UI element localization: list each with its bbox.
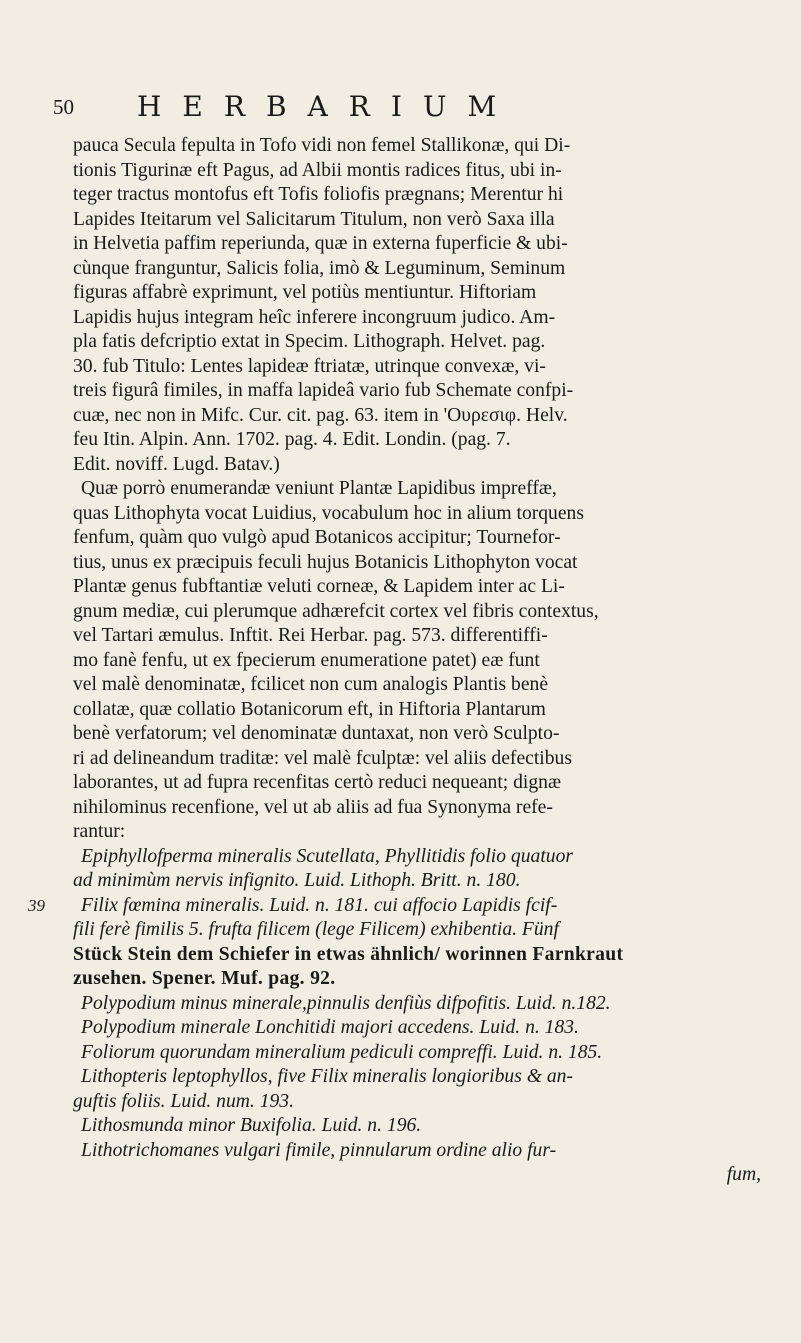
text-line: pauca Secula fepulta in Tofo vidi non femel Stallikonæ, qui Di- (73, 135, 571, 156)
text-line: benè verfatorum; vel denominatæ duntaxat, non verò Sculpto- (73, 723, 560, 744)
page-title: HERBARIUM (137, 90, 518, 123)
text-line: Foliorum quorundam mineralium pediculi compreffi. Luid. n. 185. (81, 1041, 603, 1063)
text-line: in Helvetia paffim reperiunda, quæ in externa fuperficie & ubi- (73, 233, 568, 254)
text-line: feu Itin. Alpin. Ann. 1702. pag. 4. Edit. Londin. (pag. 7. (73, 429, 511, 450)
text-line: mo fanè fenfu, ut ex fpecierum enumeratione patet) eæ funt (73, 649, 540, 671)
text-line: nihilominus recenfione, vel ut ab aliis ad fua Synonyma refe- (73, 796, 553, 818)
text-line: cùnque franguntur, Salicis folia, imò & Leguminum, Seminum (73, 257, 566, 279)
text-line: collatæ, quæ collatio Botanicorum eft, in Hiftoria Plantarum (73, 698, 546, 720)
text-line: Edit. noviff. Lugd. Batav.) (73, 453, 280, 475)
text-line: ad minimùm nervis infignito. Luid. Lithoph. Britt. n. 180. (73, 870, 521, 891)
text-line: Polypodium minerale Lonchitidi majori accedens. Luid. n. 183. (81, 1017, 579, 1038)
text-line: quas Lithophyta vocat Luidius, vocabulum hoc in alium torquens (73, 502, 584, 524)
text-line: Lapides Iteitarum vel Salicitarum Titulum, non verò Saxa illa (73, 208, 555, 230)
text-line: pla fatis defcriptio extat in Specim. Lithograph. Helvet. pag. (73, 331, 546, 352)
text-line: rantur: (73, 821, 126, 842)
text-line: fenfum, quàm quo vulgò apud Botanicos accipitur; Tournefor- (73, 527, 561, 548)
text-line: teger tractus montofus eft Tofis foliofis prægnans; Merentur hi (73, 184, 564, 205)
text-line: vel malè denominatæ, fcilicet non cum analogis Plantis benè (73, 674, 549, 695)
text-line: Plantæ genus fubftantiæ veluti corneæ, & Lapidem inter ac Li- (73, 576, 565, 597)
text-line: Filix fœmina mineralis. Luid. n. 181. cui affocio Lapidis fcif- 39 (53, 894, 763, 919)
text-line: Polypodium minus minerale,pinnulis denfiùs difpofitis. Luid. n.182. (81, 992, 611, 1014)
text-line: 30. fub Titulo: Lentes lapideæ ftriatæ, utrinque convexæ, vi- (73, 355, 546, 377)
text-line: Lithopteris leptophyllos, five Filix mineralis longioribus & an- (81, 1066, 573, 1087)
text-line: Epiphyllofperma mineralis Scutellata, Phyllitidis folio quatuor (81, 845, 573, 867)
text-line: guftis foliis. Luid. num. 193. (73, 1090, 295, 1112)
text-line: Lapidis hujus integram heîc inferere incongruum judico. Am- (73, 306, 556, 328)
text-line: fum, (726, 1164, 761, 1185)
text-line: zusehen. Spener. Muf. pag. 92. (73, 968, 336, 989)
running-header (53, 85, 753, 129)
text-line: Stück Stein dem Schiefer in etwas ähnlich/ worinnen Farnkraut (73, 943, 624, 965)
text-line: cuæ, nec non in Mifc. Cur. cit. pag. 63. item in 'Ουρεσιφ. Helv. (73, 404, 568, 426)
text-line: Lithotrichomanes vulgari fimile, pinnularum ordine alio fur- (81, 1139, 557, 1161)
page-number: 50 (53, 95, 74, 119)
margin-number: 39 (28, 895, 45, 915)
text-line: Lithosmunda minor Buxifolia. Luid. n. 196. (81, 1115, 422, 1136)
text-line: treis figurâ fimiles, in maffa lapideâ vario fub Schemate confpi- (73, 380, 574, 401)
text-line: fili ferè fimilis 5. frufta filicem (lege Filicem) exhibentia. Fünf (73, 919, 559, 940)
text-line: laborantes, ut ad fupra recenfitas certò reduci nequeant; dignæ (73, 772, 562, 793)
text-line: figuras affabrè exprimunt, vel potiùs mentiuntur. Hiftoriam (73, 282, 537, 303)
text-line: vel Tartari æmulus. Inftit. Rei Herbar. pag. 573. differentiffi- (73, 625, 548, 646)
text-line: ri ad delineandum traditæ: vel malè fculptæ: vel aliis defectibus (73, 747, 572, 769)
text-line: Quæ porrò enumerandæ veniunt Plantæ Lapidibus impreffæ, (81, 478, 557, 499)
body-text (28, 134, 763, 1188)
text-line: gnum mediæ, cui plerumque adhærefcit cortex vel fibris contextus, (73, 600, 599, 622)
text-line: tius, unus ex præcipuis feculi hujus Botanicis Lithophyton vocat (73, 551, 578, 573)
text-line: tionis Tigurinæ eft Pagus, ad Albii montis radices fitus, ubi in- (73, 159, 562, 181)
